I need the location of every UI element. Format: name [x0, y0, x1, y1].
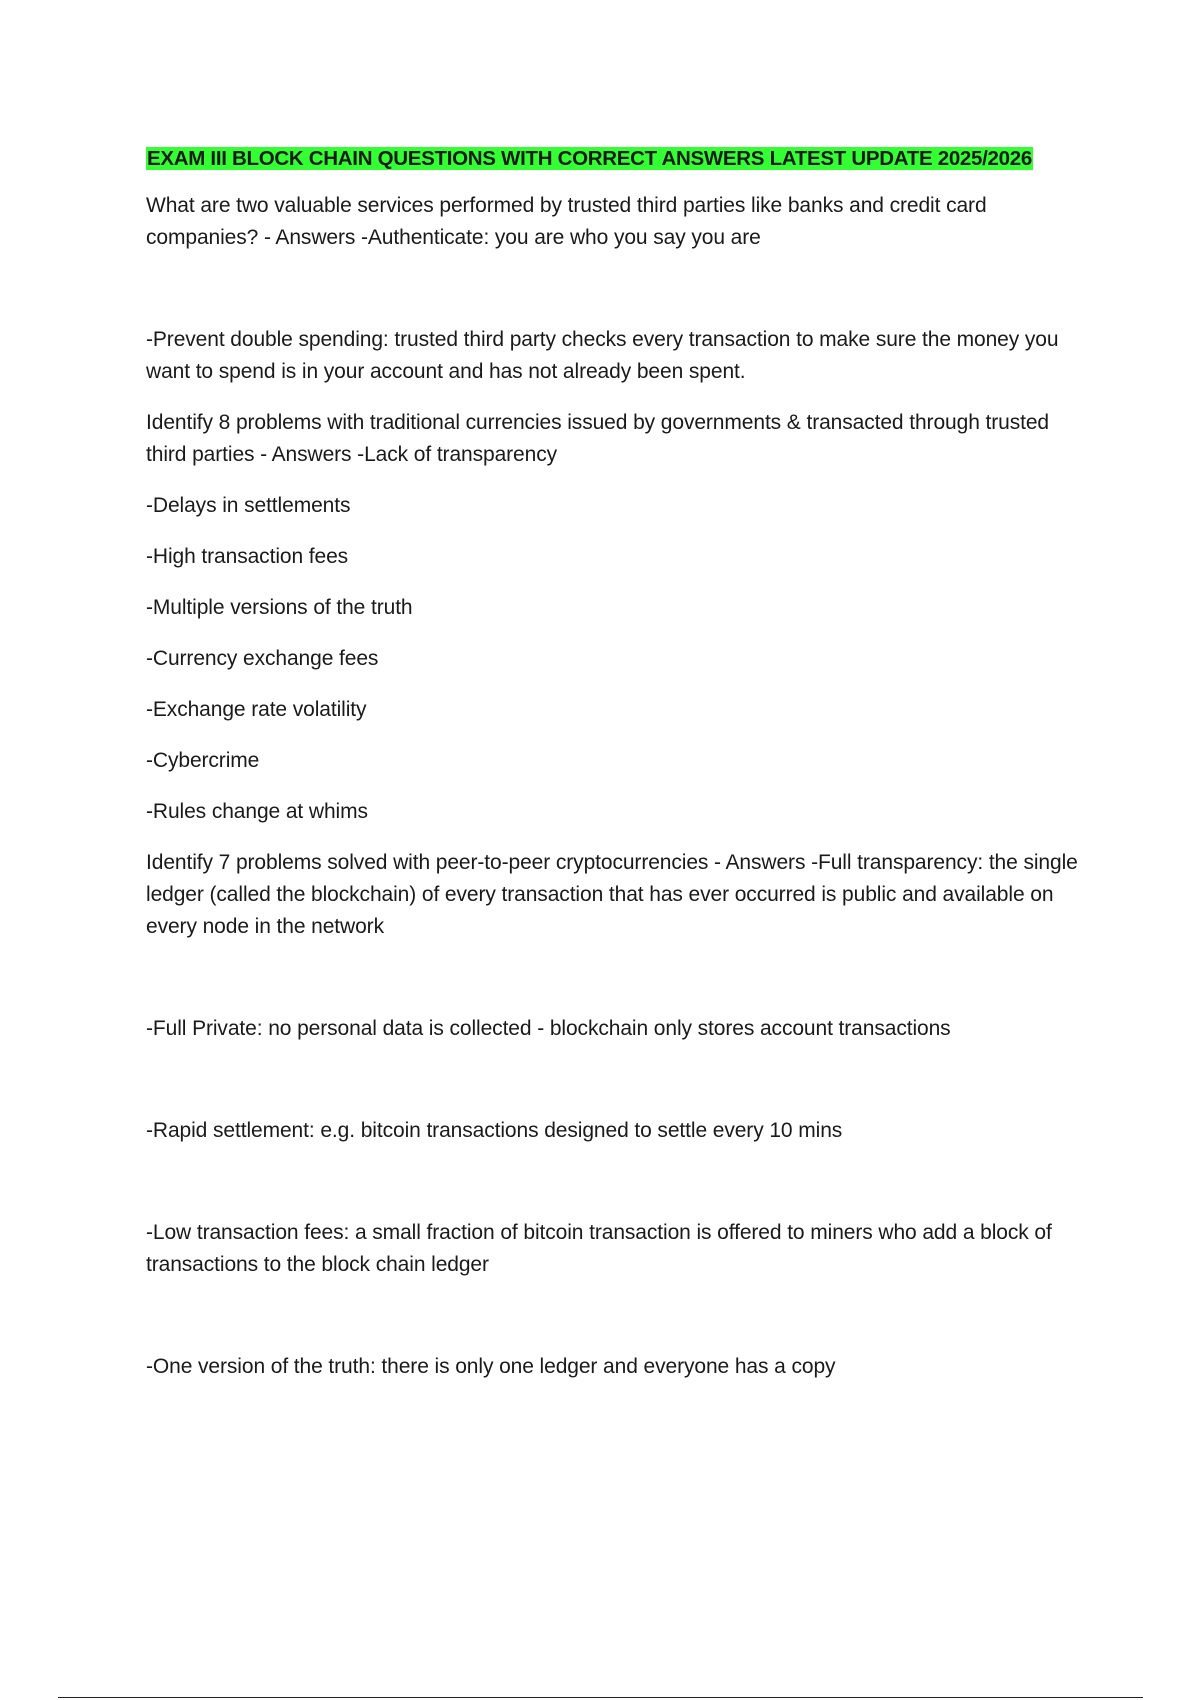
list-item-volatility: -Exchange rate volatility — [146, 698, 367, 721]
paragraph-q2: Identify 8 problems with traditional currencies issued by governments & transacted through trusted third parties - Answers -Lack of transparency — [146, 411, 1050, 466]
document-title: EXAM III BLOCK CHAIN QUESTIONS WITH CORRECT ANSWERS LATEST UPDATE 2025/2026 — [147, 147, 1032, 170]
list-item-fees: -High transaction fees — [146, 545, 349, 568]
list-item-truth: -Multiple versions of the truth — [146, 596, 413, 619]
list-item-low-fees: -Low transaction fees: a small fraction of bitcoin transaction is offered to miners who add a block of transactions to the block chain ledger — [146, 1221, 1052, 1276]
list-item-delays: -Delays in settlements — [146, 494, 351, 517]
title-line — [146, 143, 1086, 175]
paragraph-q1: What are two valuable services performed by trusted third parties like banks and credit card companies? - Answers -Authenticate: you are who you say you are — [146, 194, 987, 249]
paragraph-q3: Identify 7 problems solved with peer-to-peer cryptocurrencies - Answers -Full transparency: the single ledger (called the blockchain) of every transaction that has ever occurred is public and available on every node in the network — [146, 851, 1078, 938]
list-item-one-version: -One version of the truth: there is only one ledger and everyone has a copy — [146, 1355, 836, 1378]
list-item-exchange-fees: -Currency exchange fees — [146, 647, 379, 670]
document-body — [146, 143, 1086, 1402]
list-item-cybercrime: -Cybercrime — [146, 749, 260, 772]
list-item-settlement: -Rapid settlement: e.g. bitcoin transactions designed to settle every 10 mins — [146, 1119, 843, 1142]
list-item-private: -Full Private: no personal data is collected - blockchain only stores account transactions — [146, 1017, 951, 1040]
list-item-rules: -Rules change at whims — [146, 800, 368, 823]
footer-divider — [58, 1697, 1143, 1698]
paragraph-q1-answer-2: -Prevent double spending: trusted third party checks every transaction to make sure the money you want to spend is in your account and has not already been spent. — [146, 328, 1059, 383]
